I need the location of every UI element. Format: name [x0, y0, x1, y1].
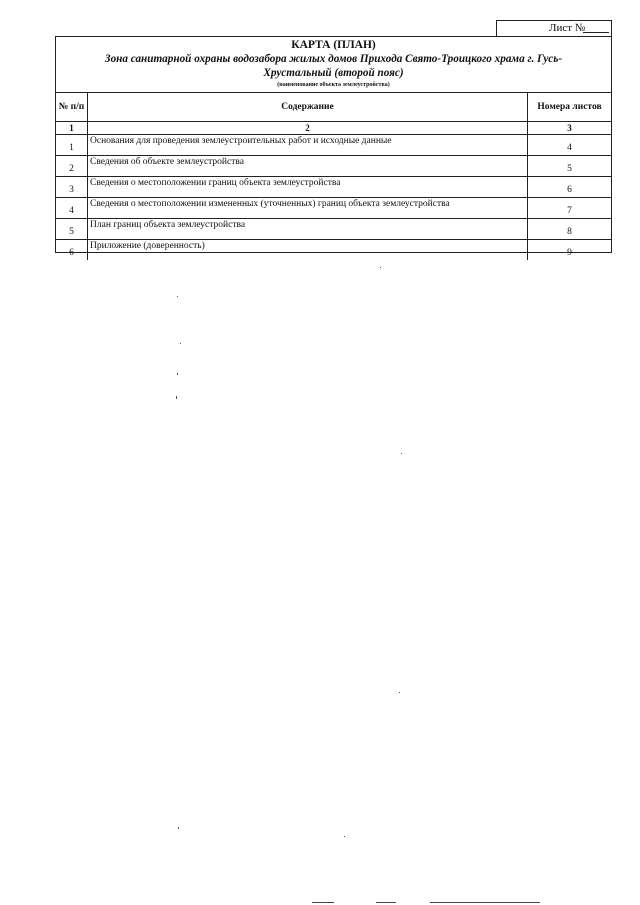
sheet-number-label: Лист № [549, 22, 586, 34]
row-content: Основания для проведения землеустроительных работ и исходные данные [88, 135, 528, 156]
form-header [56, 37, 611, 93]
row-num: 1 [56, 135, 88, 156]
scan-speck [344, 836, 345, 837]
document-subtitle: Зона санитарной охраны водозабора жилых домов Прихода Свято-Троицкого храма г. Гусь-Хрустальный (второй пояс) [104, 53, 563, 79]
column-index-row [56, 122, 611, 135]
scan-speck [380, 267, 381, 268]
row-pages: 6 [528, 177, 612, 198]
row-pages: 8 [528, 219, 612, 240]
document-form [55, 36, 612, 258]
sheet-number-box [496, 20, 612, 36]
table-row [56, 240, 611, 261]
object-name-caption: (наименование объекта землеустройства) [277, 82, 390, 88]
row-num: 5 [56, 219, 88, 240]
row-content: Сведения об объекте землеустройства [88, 156, 528, 177]
row-num: 2 [56, 156, 88, 177]
table-row [56, 135, 611, 156]
row-num: 4 [56, 198, 88, 219]
row-content: План границ объекта землеустройства [88, 219, 528, 240]
row-num: 3 [56, 177, 88, 198]
table-row [56, 177, 611, 198]
contents-table [56, 92, 611, 260]
table-row [56, 219, 611, 240]
scan-speck [401, 453, 402, 454]
header-pages: Номера листов [528, 92, 612, 122]
scan-speck [178, 827, 179, 829]
scan-speck [180, 343, 181, 344]
scan-speck [399, 692, 400, 693]
row-pages: 4 [528, 135, 612, 156]
scan-speck [176, 396, 177, 399]
index-content: 2 [88, 122, 528, 135]
document-title: КАРТА (ПЛАН) [291, 39, 376, 51]
footer-scan-line [376, 902, 396, 903]
footer-scan-line [312, 902, 334, 903]
row-content: Приложение (доверенность) [88, 240, 528, 261]
row-pages: 5 [528, 156, 612, 177]
header-num: № п/п [56, 92, 88, 122]
row-pages: 9 [528, 240, 612, 261]
row-num: 6 [56, 240, 88, 261]
index-num: 1 [56, 122, 88, 135]
header-content: Содержание [88, 92, 528, 122]
scan-speck [177, 296, 178, 297]
row-content: Сведения о местоположении измененных (уточненных) границ объекта землеустройства [88, 198, 528, 219]
table-header-row [56, 92, 611, 122]
table-row [56, 198, 611, 219]
sheet-number-line [583, 32, 609, 33]
row-pages: 7 [528, 198, 612, 219]
row-content: Сведения о местоположении границ объекта землеустройства [88, 177, 528, 198]
table-row [56, 156, 611, 177]
scan-speck [177, 373, 178, 375]
index-pages: 3 [528, 122, 612, 135]
footer-scan-line [430, 902, 540, 903]
